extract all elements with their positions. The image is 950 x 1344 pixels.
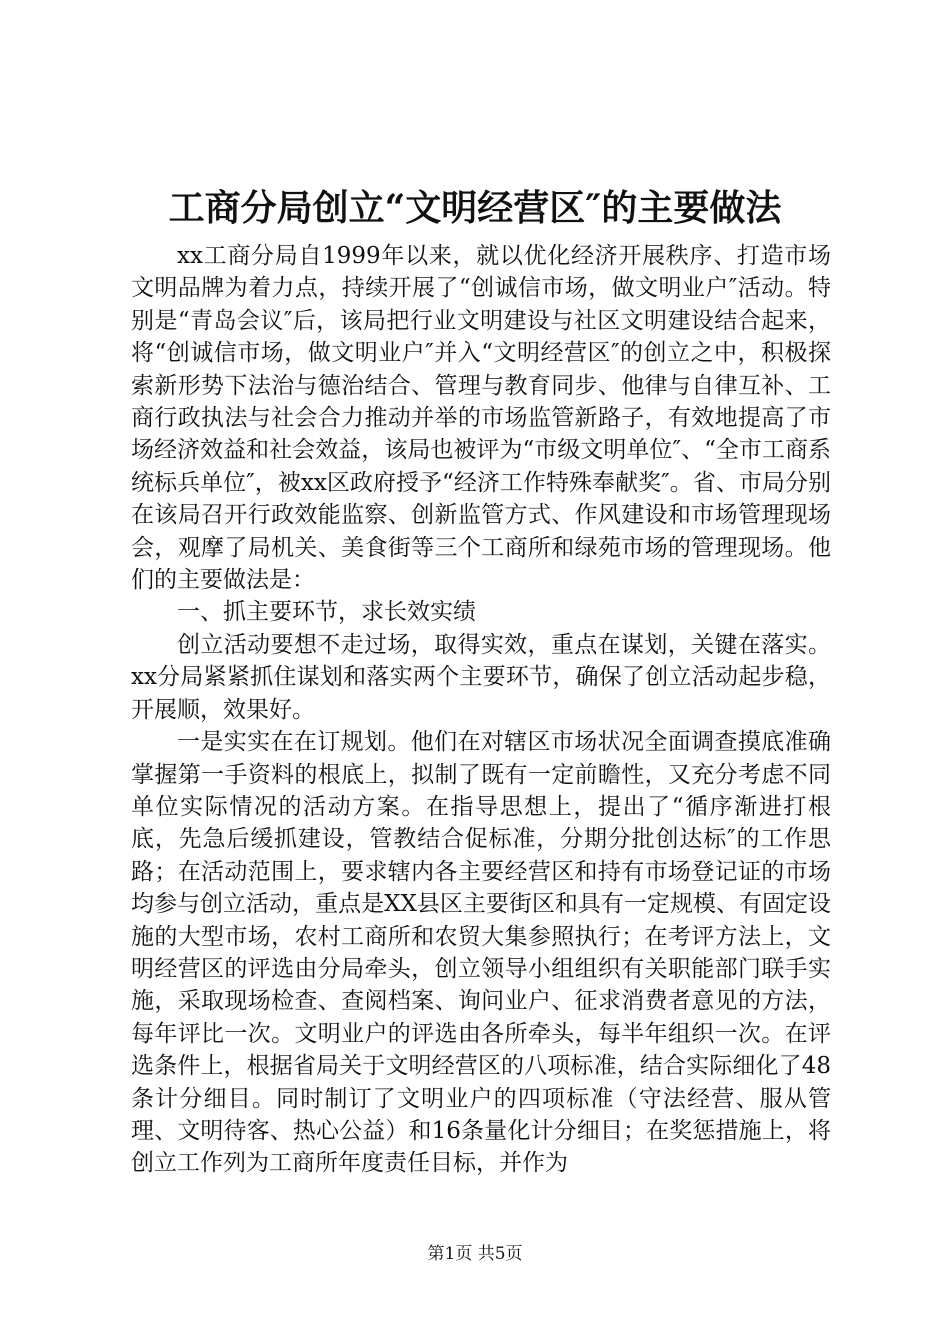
document-title: 工商分局创立“文明经营区″的主要做法 xyxy=(168,187,782,229)
document-body xyxy=(131,240,831,1180)
paragraph-section-1: 创立活动要想不走过场，取得实效，重点在谋划，关键在落实。xx分局紧紧抓住谋划和落实两个主要环节，确保了创立活动起步稳，开展顺，效果好。 xyxy=(131,631,831,723)
paragraph-planning: 一是实实在在订规划。他们在对辖区市场状况全面调查摸底准确掌握第一手资料的根底上，拟制了既有一定前瞻性，又充分考虑不同单位实际情况的活动方案。在指导思想上，提出了“循序渐进打根底，先急后缓抓建设，管教结合促标准，分期分批创达标″的工作思路；在活动范围上，要求辖内各主要经营区和持有市场登记证的市场均参与创立活动，重点是XX县区主要街区和具有一定规模、有固定设施的大型市场，农村工商所和农贸大集参照执行；在考评方法上，文明经营区的评选由分局牵头，创立领导小组组织有关职能部门联手实施，采取现场检查、查阅档案、询问业户、征求消费者意见的方法，每年评比一次。文明业户的评选由各所牵头，每半年组织一次。在评选条件上，根据省局关于文明经营区的八项标准，结合实际细化了48条计分细目。同时制订了文明业户的四项标准（守法经营、服从管理、文明待客、热心公益）和16条量化计分细目；在奖惩措施上，将创立工作列为工商所年度责任目标，并作为 xyxy=(131,729,831,1177)
section-heading-1: 一、抓主要环节，求长效实绩 xyxy=(177,599,476,626)
page-number-footer: 第1页 共5页 xyxy=(427,1244,523,1264)
paragraph-intro: xx工商分局自1999年以来，就以优化经济开展秩序、打造市场文明品牌为着力点，持续开展了“创诚信市场，做文明业户″活动。特别是“青岛会议″后，该局把行业文明建设与社区文明建设结合起来，将“创诚信市场，做文明业户″并入“文明经营区″的创立之中，积极探索新形势下法治与德治结合、管理与教育同步、他律与自律互补、工商行政执法与社会合力推动并举的市场监管新路子，有效地提高了市场经济效益和社会效益，该局也被评为“市级文明单位″、“全市工商系统标兵单位″，被xx区政府授予“经济工作特殊奉献奖″。省、市局分别在该局召开行政效能监察、创新监管方式、作风建设和市场管理现场会，观摩了局机关、美食街等三个工商所和绿苑市场的管理现场。他们的主要做法是： xyxy=(131,243,831,594)
